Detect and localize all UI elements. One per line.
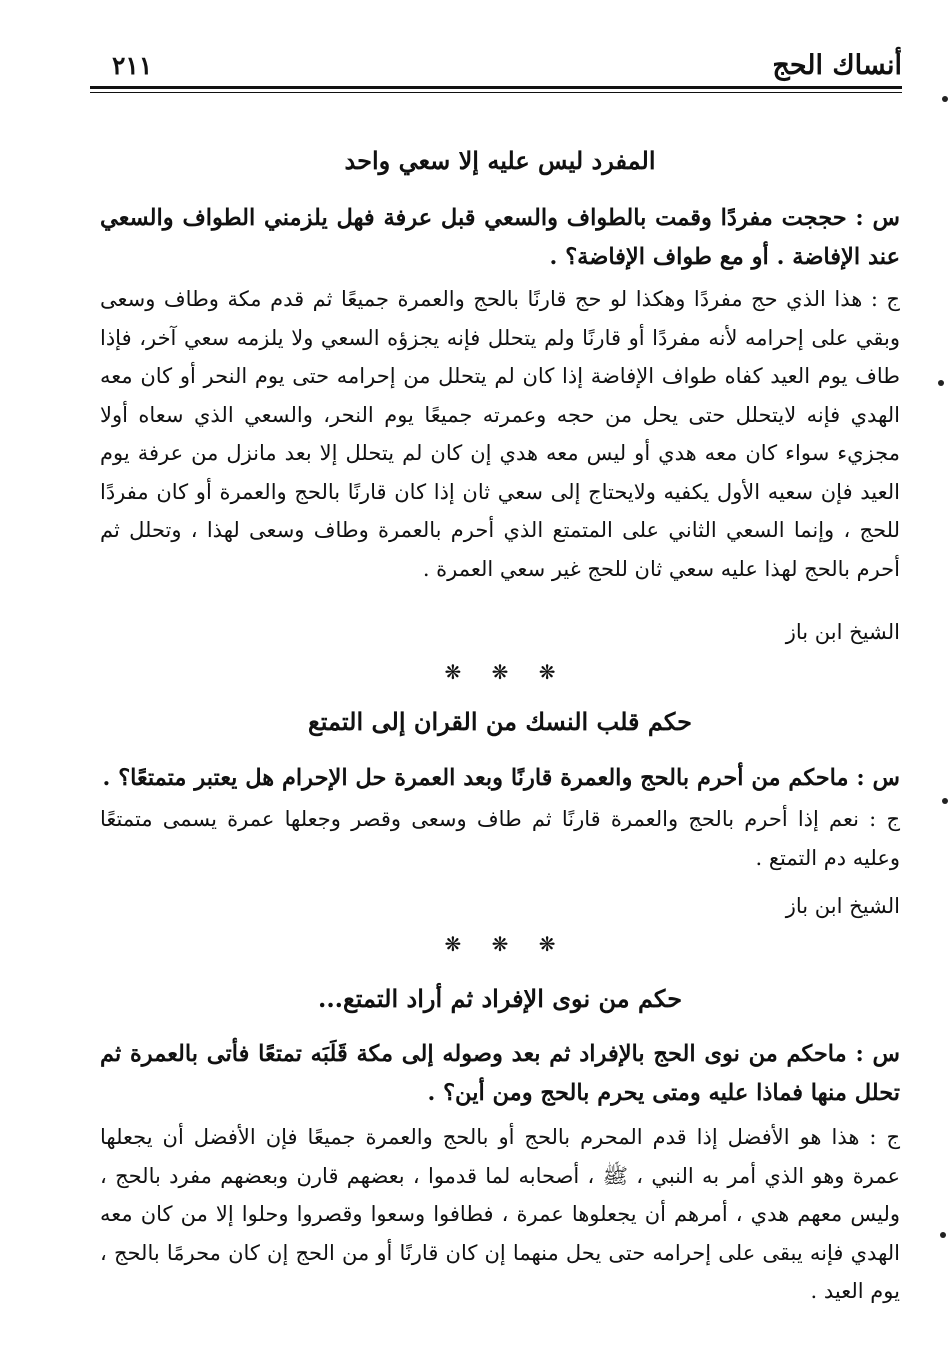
section-title: المفرد ليس عليه إلا سعي واحد (344, 146, 656, 175)
attribution: الشيخ ابن باز (785, 620, 900, 644)
page-number: ٢١١ (112, 51, 153, 80)
answer-text: ج : هذا هو الأفضل إذا قدم المحرم بالحج أو بالحج والعمرة جميعًا فإن الأفضل أن يجعلها عمرة وهو الذي أمر به النبي ، ﷺ ، أصحابه لما قدموا ، بعضهم قارن وبعضهم مفرد بالحج ، وليس معهم هدي ، أمرهم أن يجعلوها عمرة ، فطافوا وسعوا وقصروا وحلوا إلا من كان معه الهدي فإنه يبقى على إحرامه حتى يحل منهما إن كان قارنًا أو من الحج إن كان محرمًا بالحج ، يوم العيد . (100, 1125, 900, 1303)
section-title: حكم قلب النسك من القران إلى التمتع (308, 707, 692, 736)
margin-dot (942, 96, 948, 102)
margin-dot (940, 1232, 946, 1238)
running-head (90, 46, 902, 86)
header-rule-thick (90, 86, 902, 89)
margin-dot (942, 798, 948, 804)
header-rule-thin (90, 92, 902, 93)
running-head-title: أنساك الحج (772, 50, 902, 81)
separator: ❋ ❋ ❋ (444, 932, 556, 956)
section-title: حكم من نوى الإفراد ثم أراد التمتع... (317, 984, 683, 1013)
question-text: س : ماحكم من نوى الحج بالإفراد ثم بعد وصوله إلى مكة قَلَبَه تمتعًا فأتى بالعمرة ثم تحلل منها فماذا عليه ومتى يحرم بالحج ومن أين؟ . (100, 1041, 900, 1106)
margin-dot (938, 380, 944, 386)
answer-text: ج : نعم إذا أحرم بالحج والعمرة قارنًا ثم طاف وسعى وقصر وجعلها عمرة يسمى متمتعًا وعليه دم التمتع . (100, 807, 900, 870)
attribution: الشيخ ابن باز (785, 894, 900, 918)
answer-text: ج : هذا الذي حج مفردًا وهكذا لو حج قارنًا بالحج والعمرة جميعًا ثم قدم مكة وطاف وسعى وبقي على إحرامه لأنه مفردًا أو قارنًا ولم يتحلل فإنه يجزؤه السعي ولا يلزمه سعي آخر، فإذا طاف يوم العيد كفاه طواف الإفاضة إذا كان لم يتحلل من إحرامه حتى يوم النحر أو كان معه الهدي فإنه لايتحلل حتى يحل من حجه وعمرته جميعًا يوم النحر، والسعي الذي سعاه أولا مجزيء سواء كان معه هدي أو ليس معه هدي إن كان لم يتحلل إلا بعد مانزل من عرفة يوم العيد فإن سعيه الأول يكفيه ولايحتاج إلى سعي ثان إذا كان قارنًا بالحج والعمرة أو كان مفردًا للحج ، وإنما السعي الثاني على المتمتع الذي أحرم بالعمرة وطاف وسعى لهذا ، وتحلل ثم أحرم بالحج لهذا عليه سعي ثان للحج غير سعي العمرة . (100, 287, 901, 581)
separator: ❋ ❋ ❋ (444, 660, 556, 684)
question-text: س : حججت مفردًا وقمت بالطواف والسعي قبل عرفة فهل يلزمني الطواف والسعي عند الإفاضة . أو مع طواف الإفاضة؟ . (100, 205, 900, 270)
question-text: س : ماحكم من أحرم بالحج والعمرة قارنًا وبعد العمرة حل الإحرام هل يعتبر متمتعًا؟ . (102, 765, 900, 791)
